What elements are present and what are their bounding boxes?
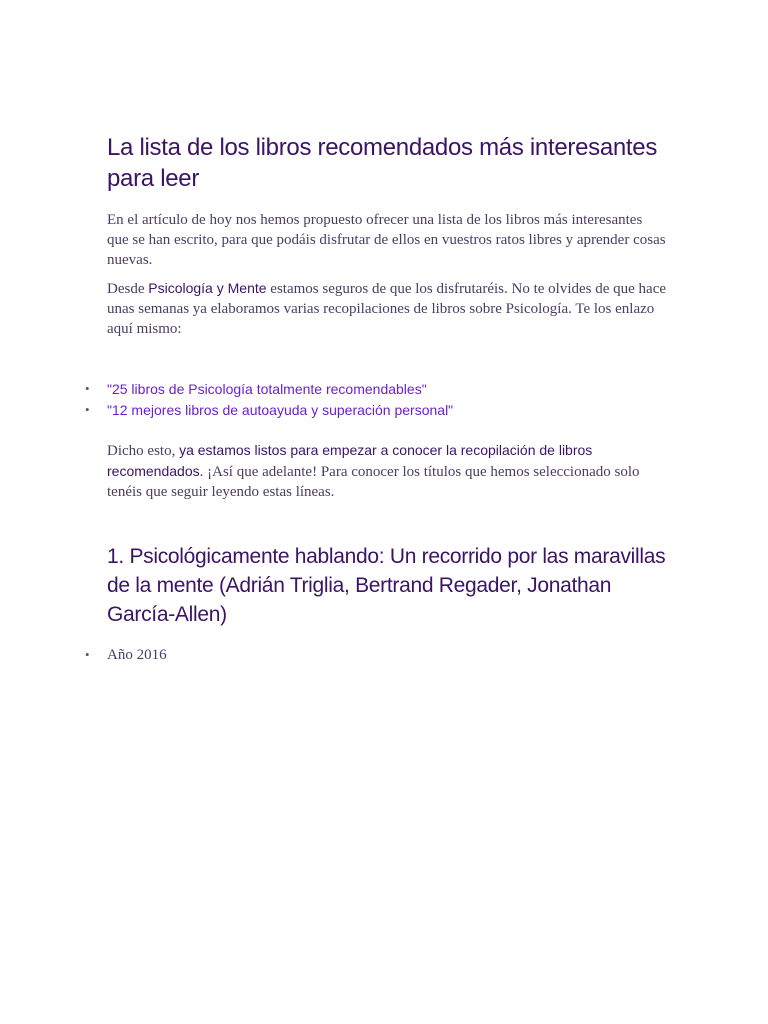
link-12-libros[interactable]: "12 mejores libros de autoayuda y superación personal" [107, 402, 454, 418]
paragraph-3-start: Dicho esto, [107, 443, 180, 459]
article [85, 132, 667, 665]
paragraph-3-emphasis: ya estamos listos para empezar a conocer la recopilación de libros recomendados [107, 442, 593, 479]
paragraph-2 [107, 278, 667, 339]
paragraph-2-start: Desde [107, 281, 149, 297]
list-item [85, 645, 667, 665]
list-item [85, 379, 667, 400]
bullet-icon: • [85, 402, 90, 417]
book-1-details [85, 645, 667, 665]
paragraph-3 [107, 440, 667, 502]
link-25-libros[interactable]: "25 libros de Psicología totalmente recomendables" [107, 381, 427, 397]
bullet-icon: • [85, 647, 90, 662]
book-1-title: 1. Psicológicamente hablando: Un recorrido por las maravillas de la mente (Adrián Triglia, Bertrand Regader, Jonathan García-Allen) [107, 545, 666, 626]
article-title: La lista de los libros recomendados más interesantes para leer [107, 134, 658, 192]
paragraph-2-end: estamos seguros de que los disfrutaréis. No te olvides de que hace unas semanas ya elaboramos varias recopilaciones de libros sobre Psicología. Te los enlazo aquí mismo: [107, 281, 667, 337]
list-item [85, 400, 667, 421]
book-1-year: Año 2016 [107, 647, 167, 663]
paragraph-3-end: . ¡Así que adelante! Para conocer los títulos que hemos seleccionado solo tenéis que seguir leyendo estas líneas. [107, 464, 640, 500]
intro-paragraph: En el artículo de hoy nos hemos propuesto ofrecer una lista de los libros más interesantes que se han escrito, para que podáis disfrutar de ellos en vuestros ratos libres y aprender cosas nuevas. [107, 212, 666, 268]
related-links-list [85, 379, 667, 421]
bullet-icon: • [85, 381, 90, 396]
brand-name: Psicología y Mente [148, 280, 267, 296]
